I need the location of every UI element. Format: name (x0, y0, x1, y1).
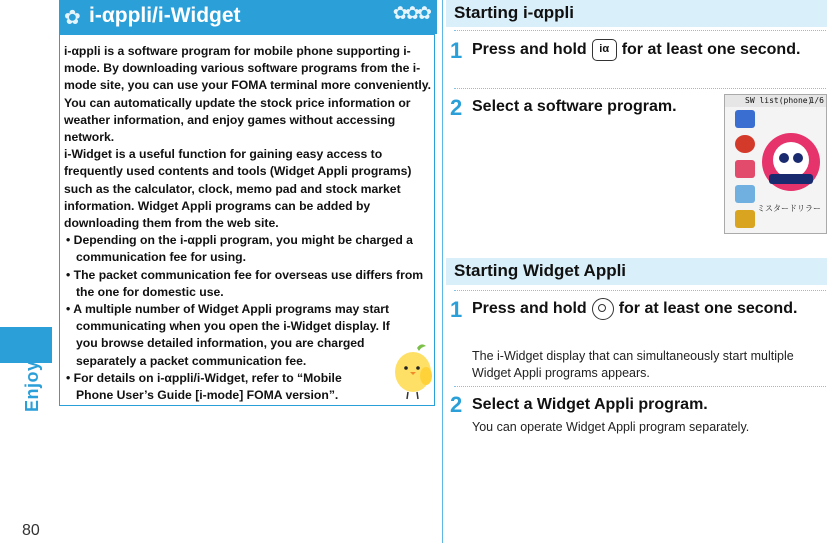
side-label: Enjoy (22, 360, 42, 412)
flower-deco-icon: ✿✿✿ (392, 3, 429, 23)
screen-caption: ミスタードリラー (757, 204, 821, 213)
step-description: You can operate Widget Appli program separately. (472, 420, 750, 434)
divider (454, 290, 826, 291)
bullet-item: • For details on i-αppli/i-Widget, refer to “Mobile Phone User’s Guide [i-mode] FOMA version”. (66, 370, 342, 403)
step-text: Select a software program. (472, 98, 677, 115)
section-header-start-widget: Starting Widget Appli (446, 258, 827, 285)
intro-paragraph: i-αppli is a software program for mobile phone supporting i-mode. By downloading various software programs from the i-mode site, you can use your FOMA terminal more conveniently. You can automatically update the stock price information or weather information, and enjoy games without accessing network. (64, 44, 432, 145)
bird-mascot-icon (393, 342, 437, 400)
divider (454, 88, 826, 89)
flower-icon: ✿ (64, 7, 81, 29)
left-panel-title: i-αppli/i-Widget (89, 4, 241, 27)
column-divider (442, 0, 443, 543)
divider (454, 386, 826, 387)
left-panel-box (59, 34, 435, 406)
app-icon-list (735, 110, 755, 230)
left-panel-header (59, 0, 437, 34)
divider (454, 30, 826, 31)
step-number: 1 (450, 297, 463, 322)
bullet-item: • The packet communication fee for overseas use differs from the one for domestic use. (66, 267, 424, 299)
step-description: The i-Widget display that can simultaneously start multiple Widget Appli programs appears. (472, 349, 794, 380)
iappli-key-icon: iα (592, 39, 617, 61)
step-text: Select a Widget Appli program. (472, 396, 708, 413)
left-panel-text (64, 43, 432, 404)
bullet-item: • Depending on the i-αppli program, you might be charged a communication fee for using. (66, 233, 413, 265)
bullet-item: • A multiple number of Widget Appli programs may start communicating when you open the i-Widget display. If you browse detailed information, you are charged separately a packet communication fee. (66, 302, 390, 368)
page-number: 80 (22, 522, 40, 539)
step-number: 2 (450, 95, 463, 120)
screen-header: SW list(phone) 1/6 (725, 95, 826, 107)
step-text: Press and hold iα for at least one second. (472, 38, 812, 61)
widget-key-icon (592, 298, 614, 320)
step-number: 2 (450, 392, 463, 417)
section-header-start-iappli: Starting i-αppli (446, 0, 827, 27)
widget-paragraph: i-Widget is a useful function for gaining easy access to frequently used contents and tools (Widget Appli programs) such as the calculator, clock, memo pad and stock market information. Widget Appli programs can be added by downloading them from the web site. (64, 147, 412, 231)
mr-driller-icon (760, 130, 822, 200)
phone-screen-image (724, 94, 827, 234)
step-number: 1 (450, 38, 463, 63)
step-text: Press and hold for at least one second. (472, 297, 812, 320)
